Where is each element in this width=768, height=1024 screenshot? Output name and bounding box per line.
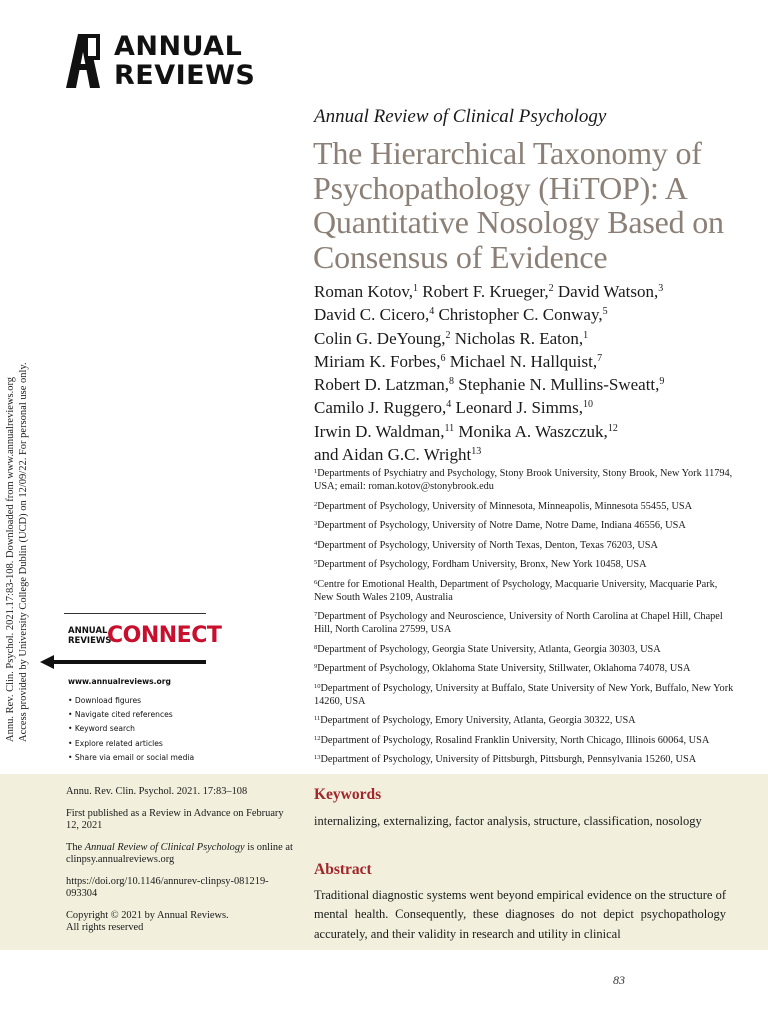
author-affiliation-number: 2	[548, 283, 554, 294]
abstract-text: Traditional diagnostic systems went beyond empirical evidence on the structure of mental health. Consequently, these diagnoses do not depict psychopathology accurately, and their validity in research and utility in clinical	[314, 888, 726, 941]
author-affiliation-number: 6	[440, 352, 446, 364]
article-title: The Hierarchical Taxonomy of Psychopathology (HiTOP): A Quantitative Nosology Based on Consensus of Evidence	[313, 135, 724, 275]
logo-wordmark	[114, 32, 255, 90]
affiliation-number: 3	[314, 520, 318, 527]
author-affiliation-number: 9	[659, 376, 665, 388]
annual-reviews-logo	[66, 31, 266, 91]
author-name: and Aidan G.C. Wright	[314, 445, 472, 465]
left-arrow-icon	[40, 655, 206, 669]
author-name: Michael N. Hallquist,	[449, 351, 598, 371]
affiliation-number: 9	[314, 663, 318, 670]
download-note-line2: Access provided by University College Dublin (UCD) on 12/09/22. For personal use only.	[17, 362, 29, 742]
author-name: Stephanie N. Mullins-Sweatt,	[458, 375, 660, 395]
rights-line: All rights reserved	[66, 922, 144, 933]
author-affiliation-number: 10	[582, 399, 593, 411]
affiliation-text: Department of Psychology, Georgia State University, Atlanta, Georgia 30303, USA	[317, 643, 661, 655]
author-affiliation-number: 4	[429, 306, 435, 318]
article-metadata	[66, 786, 298, 935]
affiliation-text: Department of Psychology, University at Buffalo, State University of New York, Buffalo, New York 14260, USA	[314, 682, 734, 707]
keywords-heading: Keywords	[314, 786, 382, 803]
author-affiliation-number: 11	[444, 422, 455, 434]
author-name: Christopher C. Conway,	[438, 305, 603, 325]
author-name: Nicholas R. Eaton,	[454, 328, 584, 348]
online-pre: The	[66, 841, 85, 853]
affiliation-item	[314, 753, 734, 766]
abstract-heading: Abstract	[314, 861, 372, 878]
affiliation-item	[314, 558, 734, 571]
connect-top-rule	[64, 613, 206, 614]
author-affiliation-number: 1	[583, 329, 589, 341]
affiliation-text: Department of Psychology, University of Minnesota, Minneapolis, Minnesota 55455, USA	[317, 500, 693, 512]
author-name: Monika A. Waszczuk,	[458, 421, 608, 441]
affiliation-item	[314, 610, 734, 636]
online-journal: Annual Review of Clinical Psychology	[84, 841, 245, 853]
affiliation-number: 13	[314, 754, 321, 761]
affiliation-item	[314, 643, 734, 656]
affiliation-number: 6	[314, 578, 318, 586]
logo-line1: ANNUAL	[114, 31, 243, 62]
online-post: is online at clinpsy.annualreviews.org	[66, 841, 293, 865]
connect-feature-item: • Download figures	[68, 694, 194, 708]
connect-feature-item: • Keyword search	[68, 722, 194, 736]
author-name: David Watson,	[557, 282, 659, 301]
connect-small-line2: REVIEWS	[68, 636, 112, 646]
author-affiliation-number: 8	[449, 376, 455, 388]
affiliation-text: Department of Psychology, Fordham University, Bronx, New York 10458, USA	[317, 559, 647, 570]
online-availability	[66, 842, 298, 867]
annual-reviews-connect-box	[64, 613, 222, 762]
author-affiliation-number: 13	[471, 446, 482, 458]
affiliation-text: Department of Psychology, University of North Texas, Denton, Texas 76203, USA	[317, 539, 658, 551]
affiliation-number: 7	[314, 611, 318, 618]
connect-feature-item: • Navigate cited references	[68, 708, 194, 722]
affiliation-number: 1	[314, 468, 318, 475]
affiliation-number: 5	[314, 559, 318, 566]
affiliation-text: Department of Psychology, Oklahoma State University, Stillwater, Oklahoma 74078, USA	[317, 663, 691, 674]
affiliation-item	[314, 519, 734, 532]
affiliation-number: 10	[314, 682, 321, 690]
author-name: Miriam K. Forbes,	[314, 351, 441, 371]
affiliation-item	[314, 500, 734, 513]
author-affiliation-number: 3	[658, 283, 664, 294]
doi-link[interactable]: https://doi.org/10.1146/annurev-clinpsy-081219-093304	[66, 875, 269, 899]
affiliation-text: Department of Psychology, Rosalind Franklin University, North Chicago, Illinois 60064, USA	[320, 734, 710, 746]
affiliation-text: Department of Psychology, University of Notre Dame, Notre Dame, Indiana 46556, USA	[317, 520, 686, 531]
affiliation-item	[314, 662, 734, 675]
first-published: First published as a Review in Advance on February 12, 2021	[66, 807, 284, 831]
affiliation-list	[314, 467, 734, 773]
citation: Annu. Rev. Clin. Psychol. 2021. 17:83–108	[66, 786, 248, 797]
author-affiliation-number: 1	[413, 283, 419, 294]
affiliation-item	[314, 714, 734, 727]
ar-logo-mark-icon	[66, 34, 100, 88]
affiliation-number: 12	[314, 734, 321, 742]
author-affiliation-number: 4	[446, 399, 452, 411]
download-access-note	[5, 282, 30, 742]
affiliation-text: Department of Psychology and Neuroscience, University of North Carolina at Chapel Hill, Chapel Hill, North Carolina 27599, USA	[314, 611, 723, 635]
logo-line2: REVIEWS	[114, 60, 256, 91]
affiliation-item	[314, 734, 734, 747]
author-name: Irwin D. Waldman,	[314, 421, 445, 441]
author-list	[314, 280, 754, 466]
author-name: Leonard J. Simms,	[455, 398, 583, 418]
author-name: Colin G. DeYoung,	[314, 328, 446, 348]
connect-feature-list	[68, 694, 194, 765]
affiliation-text: Departments of Psychiatry and Psychology, Stony Brook University, Stony Brook, New York 11794, USA; email: roman.kotov@stonybrook.edu	[314, 468, 733, 492]
author-affiliation-number: 5	[602, 306, 608, 318]
affiliation-number: 2	[314, 500, 318, 508]
author-name: David C. Cicero,	[314, 305, 430, 325]
affiliation-item	[314, 539, 734, 552]
page-number: 83	[613, 973, 625, 987]
affiliation-number: 8	[314, 643, 318, 651]
journal-name: Annual Review of Clinical Psychology	[314, 106, 607, 127]
connect-small-logo	[68, 626, 111, 646]
affiliation-item	[314, 578, 734, 604]
author-affiliation-number: 7	[597, 352, 603, 364]
affiliation-text: Department of Psychology, University of Pittsburgh, Pittsburgh, Pennsylvania 15260, USA	[320, 754, 697, 765]
keywords-text: internalizing, externalizing, factor analysis, structure, classification, nosology	[314, 814, 702, 828]
affiliation-item	[314, 467, 734, 493]
copyright-line: Copyright © 2021 by Annual Reviews.	[66, 909, 229, 921]
affiliation-text: Department of Psychology, Emory University, Atlanta, Georgia 30322, USA	[320, 715, 636, 726]
connect-url[interactable]: www.annualreviews.org	[68, 677, 171, 686]
affiliation-number: 4	[314, 539, 318, 547]
author-name: Robert F. Krueger,	[422, 282, 549, 301]
author-affiliation-number: 2	[445, 329, 451, 341]
connect-feature-item: • Explore related articles	[68, 737, 194, 751]
author-affiliation-number: 12	[607, 422, 618, 434]
copyright	[66, 910, 298, 935]
connect-title: CONNECT	[107, 623, 222, 648]
affiliation-item	[314, 682, 734, 708]
author-name: Camilo J. Ruggero,	[314, 398, 447, 418]
affiliation-text: Centre for Emotional Health, Department of Psychology, Macquarie University, Macquarie Park, New South Wales 2109, Australia	[314, 578, 718, 603]
author-name: Robert D. Latzman,	[314, 375, 450, 395]
download-note-line1: Annu. Rev. Clin. Psychol. 2021.17:83-108. Downloaded from www.annualreviews.org	[5, 376, 16, 742]
affiliation-number: 11	[314, 715, 321, 722]
connect-feature-item: • Share via email or social media	[68, 751, 194, 765]
connect-small-line1: ANNUAL	[68, 626, 108, 636]
author-name: Roman Kotov,	[314, 282, 414, 301]
